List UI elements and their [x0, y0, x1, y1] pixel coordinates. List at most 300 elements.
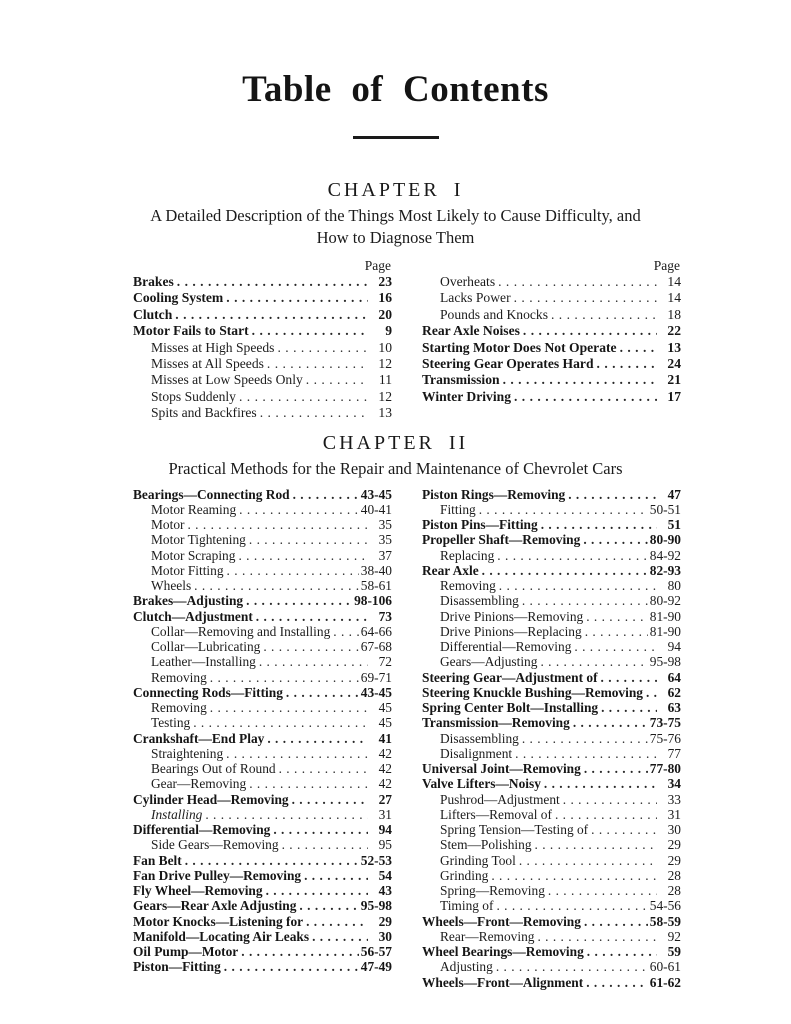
toc-entry-label: Grinding	[440, 867, 489, 883]
toc-entry-label: Spring Center Bolt—Installing	[422, 700, 599, 716]
dot-leader	[583, 532, 647, 547]
toc-entry	[422, 624, 681, 639]
dot-leader	[548, 883, 657, 898]
toc-entry	[133, 624, 392, 639]
chapter1-heading: CHAPTER I	[327, 179, 464, 201]
toc-entry-page-number: 50-51	[649, 501, 681, 517]
toc-entry-label: Piston Rings—Removing	[422, 486, 566, 502]
dot-leader	[496, 959, 648, 974]
toc-entry	[422, 290, 681, 306]
chapter1-left-column	[133, 257, 392, 422]
dot-leader	[514, 389, 657, 405]
toc-entry-page-number: 63	[667, 700, 681, 716]
dot-leader	[252, 323, 368, 339]
dot-leader	[573, 715, 648, 730]
page-column-header: Page	[653, 258, 680, 273]
toc-entry-label: Misses at All Speeds	[151, 356, 264, 372]
chapter2-subtitle	[0, 458, 791, 480]
toc-entry-page-number: 14	[667, 274, 681, 289]
dot-leader	[267, 356, 368, 372]
dot-leader	[597, 356, 657, 372]
toc-entry-label: Bearings Out of Round	[151, 761, 276, 777]
toc-entry-label: Overheats	[440, 274, 496, 289]
toc-entry-page-number: 75-76	[649, 730, 681, 746]
toc-entry-label: Testing	[151, 715, 191, 731]
dot-leader	[551, 307, 657, 323]
toc-entry	[133, 837, 392, 852]
page-column-header: Page	[364, 258, 391, 273]
toc-entry-page-number: 59	[667, 944, 681, 960]
dot-leader	[515, 746, 657, 761]
toc-entry	[422, 307, 681, 323]
dot-leader	[224, 959, 359, 974]
toc-entry	[133, 639, 392, 654]
toc-entry-label: Lifters—Removal of	[440, 806, 552, 822]
toc-entry	[133, 715, 392, 730]
toc-entry	[422, 685, 681, 700]
toc-entry-page-number: 28	[667, 883, 681, 899]
toc-entry	[422, 883, 681, 898]
dot-leader	[586, 609, 648, 624]
toc-entry	[422, 929, 681, 944]
toc-entry	[422, 746, 681, 761]
toc-entry-label: Piston Pins—Fitting	[422, 517, 538, 533]
toc-entry-page-number: 82-93	[649, 562, 681, 578]
toc-entry-label: Clutch	[133, 306, 173, 322]
toc-entry-page-number: 17	[667, 388, 681, 404]
toc-entry	[422, 323, 681, 339]
dot-leader	[540, 654, 647, 669]
toc-entry-page-number: 43-45	[360, 486, 392, 502]
dot-leader	[584, 914, 648, 929]
toc-entry	[133, 731, 392, 746]
toc-entry	[422, 563, 681, 578]
toc-entry	[133, 307, 392, 323]
toc-entry	[133, 372, 392, 388]
toc-entry-page-number: 22	[667, 323, 681, 339]
dot-leader	[306, 914, 368, 929]
toc-entry	[133, 700, 392, 715]
toc-entry	[422, 639, 681, 654]
dot-leader	[601, 670, 657, 685]
dot-leader	[304, 868, 368, 883]
dot-leader	[279, 761, 368, 776]
dot-leader	[175, 307, 368, 323]
toc-entry-page-number: 64	[667, 669, 681, 685]
toc-entry	[133, 502, 392, 517]
toc-entry-page-number: 9	[385, 323, 392, 339]
toc-entry-page-number: 31	[667, 806, 681, 822]
toc-entry	[422, 532, 681, 547]
toc-entry	[133, 761, 392, 776]
toc-entry-label: Collar—Lubricating	[151, 639, 261, 655]
toc-entry-page-number: 69-71	[360, 669, 392, 685]
toc-entry	[422, 578, 681, 593]
toc-entry-page-number: 95-98	[360, 898, 392, 914]
dot-leader	[587, 944, 657, 959]
toc-entry	[133, 274, 392, 290]
toc-entry-page-number: 20	[378, 306, 392, 322]
toc-entry	[133, 487, 392, 502]
dot-leader	[263, 639, 358, 654]
toc-entry	[133, 593, 392, 608]
toc-entry-label: Motor Fails to Start	[133, 323, 249, 339]
dot-leader	[523, 323, 657, 339]
dot-leader	[239, 389, 368, 405]
dot-leader	[273, 822, 368, 837]
chapter1-right-entries	[422, 274, 681, 405]
dot-leader	[226, 746, 368, 761]
toc-entry-page-number: 61-62	[649, 974, 681, 990]
toc-entry-label: Disalignment	[440, 745, 513, 761]
toc-entry-label: Fly Wheel—Removing	[133, 883, 263, 899]
dot-leader	[585, 624, 648, 639]
dot-leader	[522, 731, 648, 746]
toc-entry-page-number: 30	[667, 822, 681, 838]
chapter2-subtitle-line1: Practical Methods for the Repair and Maintenance of Chevrolet Cars	[168, 458, 623, 478]
toc-entry	[133, 405, 392, 421]
toc-entry-label: Disassembling	[440, 730, 519, 746]
dot-leader	[239, 502, 359, 517]
toc-entry-page-number: 30	[378, 928, 392, 944]
toc-entry-page-number: 77-80	[649, 761, 681, 777]
toc-entry	[422, 389, 681, 405]
dot-leader	[541, 517, 657, 532]
toc-entry	[133, 868, 392, 883]
chapter1-right-column	[422, 257, 681, 422]
dot-leader	[522, 593, 648, 608]
dot-leader	[514, 290, 657, 306]
dot-leader	[256, 609, 368, 624]
toc-entry	[422, 792, 681, 807]
toc-entry	[422, 517, 681, 532]
toc-entry-label: Wheels—Front—Alignment	[422, 974, 584, 990]
toc-entry-page-number: 67-68	[360, 639, 392, 655]
dot-leader	[535, 837, 657, 852]
toc-entry-label: Motor	[151, 517, 185, 533]
toc-entry	[422, 761, 681, 776]
toc-entry-page-number: 94	[378, 822, 392, 838]
dot-leader	[227, 563, 359, 578]
toc-entry-label: Propeller Shaft—Removing	[422, 532, 581, 548]
dot-leader	[499, 578, 657, 593]
toc-entry-label: Universal Joint—Removing	[422, 761, 581, 777]
toc-entry	[133, 746, 392, 761]
toc-entry-page-number: 35	[378, 532, 392, 548]
toc-entry-page-number: 81-90	[649, 608, 681, 624]
toc-entry	[133, 776, 392, 791]
toc-entry	[133, 807, 392, 822]
toc-entry	[422, 807, 681, 822]
toc-entry-label: Grinding Tool	[440, 852, 516, 868]
dot-leader	[286, 685, 359, 700]
toc-entry-label: Oil Pump—Motor	[133, 944, 239, 960]
chapter2-heading: CHAPTER II	[322, 431, 469, 454]
dot-leader	[544, 776, 657, 791]
toc-entry-label: Straightening	[151, 745, 224, 761]
dot-leader	[193, 715, 368, 730]
dot-leader	[584, 761, 648, 776]
toc-entry	[133, 670, 392, 685]
toc-entry-label: Motor Knocks—Listening for	[133, 913, 304, 929]
dot-leader	[312, 929, 368, 944]
dot-leader	[333, 624, 358, 639]
toc-entry-label: Bearings—Connecting Rod	[133, 486, 290, 502]
toc-entry-label: Transmission	[422, 372, 500, 388]
toc-entry	[422, 502, 681, 517]
toc-entry	[422, 593, 681, 608]
toc-entry	[422, 340, 681, 356]
toc-entry-page-number: 51	[667, 517, 681, 533]
toc-entry-label: Piston—Fitting	[133, 959, 221, 975]
toc-entry-label: Removing	[440, 578, 496, 594]
toc-entry-page-number: 21	[667, 372, 681, 388]
toc-entry	[133, 563, 392, 578]
toc-entry-page-number: 18	[667, 306, 681, 322]
dot-leader	[267, 731, 368, 746]
toc-entry-label: Starting Motor Does Not Operate	[422, 339, 617, 355]
dot-leader	[586, 975, 648, 990]
toc-entry-label: Removing	[151, 700, 207, 716]
toc-entry	[133, 822, 392, 837]
toc-entry-label: Motor Tightening	[151, 532, 246, 548]
dot-leader	[292, 792, 368, 807]
toc-entry	[422, 654, 681, 669]
toc-entry-label: Brakes	[133, 274, 174, 289]
toc-entry-label: Brakes—Adjusting	[133, 593, 244, 609]
toc-entry-page-number: 56-57	[360, 944, 392, 960]
dot-leader	[563, 792, 657, 807]
dot-leader	[537, 929, 657, 944]
toc-entry	[133, 914, 392, 929]
dot-leader	[620, 340, 657, 356]
toc-entry-label: Drive Pinions—Replacing	[440, 623, 582, 639]
dot-leader	[479, 502, 648, 517]
toc-entry-label: Removing	[151, 669, 207, 685]
dot-leader	[282, 837, 368, 852]
toc-entry	[422, 776, 681, 791]
dot-leader	[497, 548, 647, 563]
dot-leader	[555, 807, 657, 822]
dot-leader	[249, 776, 368, 791]
dot-leader	[246, 593, 352, 608]
toc-entry	[133, 290, 392, 306]
toc-entry-label: Cooling System	[133, 290, 224, 306]
toc-entry	[133, 548, 392, 563]
toc-entry-label: Steering Gear—Adjustment of	[422, 669, 598, 685]
toc-entry-page-number: 47	[667, 486, 681, 502]
toc-entry-label: Stem—Polishing	[440, 837, 532, 853]
page-title: Table of Contents	[242, 69, 549, 110]
toc-entry	[422, 274, 681, 290]
toc-entry-label: Cylinder Head—Removing	[133, 791, 289, 807]
toc-entry	[422, 959, 681, 974]
title-divider-rule	[353, 136, 439, 139]
toc-entry-label: Adjusting	[440, 959, 493, 975]
dot-leader	[249, 532, 368, 547]
toc-entry-label: Winter Driving	[422, 388, 511, 404]
dot-leader	[519, 853, 657, 868]
dot-leader	[177, 274, 368, 290]
toc-entry-label: Motor Scraping	[151, 547, 236, 563]
toc-entry	[422, 700, 681, 715]
toc-entry-page-number: 47-49	[360, 959, 392, 975]
toc-entry-page-number: 73-75	[649, 715, 681, 731]
toc-entry-page-number: 45	[378, 715, 392, 731]
toc-entry	[422, 487, 681, 502]
toc-entry-label: Spits and Backfires	[151, 405, 257, 421]
toc-entry-page-number: 58-59	[649, 913, 681, 929]
toc-entry	[422, 837, 681, 852]
dot-leader	[210, 700, 368, 715]
toc-entry	[133, 898, 392, 913]
toc-entry-page-number: 40-41	[360, 501, 392, 517]
toc-entry	[133, 389, 392, 405]
toc-entry	[133, 356, 392, 372]
toc-entry-label: Wheels	[151, 578, 192, 594]
dot-leader	[187, 517, 368, 532]
toc-entry-label: Fan Belt	[133, 852, 182, 868]
dot-leader	[568, 487, 657, 502]
toc-entry	[422, 822, 681, 837]
toc-entry-label: Transmission—Removing	[422, 715, 570, 731]
toc-entry-label: Wheel Bearings—Removing	[422, 944, 584, 960]
toc-entry-page-number: 73	[378, 608, 392, 624]
toc-entry	[422, 670, 681, 685]
toc-entry-page-number: 80	[667, 578, 681, 594]
toc-entry-page-number: 35	[378, 517, 392, 533]
toc-entry	[133, 685, 392, 700]
toc-entry-page-number: 62	[667, 684, 681, 700]
toc-entry-label: Manifold—Locating Air Leaks	[133, 928, 310, 944]
toc-entry-page-number: 42	[378, 776, 392, 792]
dot-leader	[306, 372, 368, 388]
toc-entry-page-number: 64-66	[360, 623, 392, 639]
toc-entry-page-number: 10	[378, 339, 392, 355]
toc-entry-label: Differential—Removing	[133, 822, 271, 838]
toc-entry-page-number: 29	[667, 837, 681, 853]
toc-entry-page-number: 84-92	[649, 547, 681, 563]
chapter2-toc-columns	[133, 487, 681, 990]
toc-entry-label: Collar—Removing and Installing	[151, 623, 331, 639]
toc-entry-label: Rear Axle	[422, 562, 479, 578]
dot-leader	[260, 405, 368, 421]
toc-entry-label: Motor Reaming	[151, 501, 237, 517]
dot-leader	[482, 563, 648, 578]
toc-entry-page-number: 95	[378, 837, 392, 853]
toc-entry-label: Disassembling	[440, 593, 519, 609]
toc-entry-label: Misses at Low Speeds Only	[151, 372, 303, 388]
toc-entry-page-number: 42	[378, 761, 392, 777]
toc-entry	[133, 609, 392, 624]
toc-entry-page-number: 54	[378, 867, 392, 883]
toc-entry-page-number: 12	[378, 356, 392, 372]
toc-entry-page-number: 45	[378, 700, 392, 716]
toc-entry-page-number: 29	[667, 852, 681, 868]
toc-entry-page-number: 14	[667, 290, 681, 306]
toc-entry-label: Pounds and Knocks	[440, 306, 548, 322]
toc-entry	[422, 898, 681, 913]
chapter1-left-entries	[133, 274, 392, 422]
toc-entry	[133, 323, 392, 339]
toc-entry-label: Rear—Removing	[440, 928, 535, 944]
chapter1-toc-columns	[133, 257, 681, 422]
toc-entry	[133, 517, 392, 532]
toc-entry-page-number: 13	[667, 339, 681, 355]
toc-entry-page-number: 13	[378, 405, 392, 421]
dot-leader	[293, 487, 359, 502]
toc-entry-label: Pushrod—Adjustment	[440, 791, 560, 807]
toc-entry-page-number: 27	[378, 791, 392, 807]
toc-entry-page-number: 60-61	[649, 959, 681, 975]
toc-entry	[422, 356, 681, 372]
toc-entry	[133, 883, 392, 898]
toc-entry-label: Valve Lifters—Noisy	[422, 776, 541, 792]
chapter1-subtitle-line2: How to Diagnose Them	[316, 228, 475, 247]
toc-entry-label: Misses at High Speeds	[151, 339, 275, 355]
toc-entry-label: Wheels—Front—Removing	[422, 913, 581, 929]
toc-entry	[422, 372, 681, 388]
toc-entry	[133, 532, 392, 547]
toc-entry	[422, 853, 681, 868]
dot-leader	[646, 685, 657, 700]
toc-entry-page-number: 11	[378, 372, 392, 388]
toc-entry-page-number: 54-56	[649, 898, 681, 914]
toc-entry-label: Rear Axle Noises	[422, 323, 520, 339]
dot-leader	[496, 898, 647, 913]
toc-entry-page-number: 95-98	[649, 654, 681, 670]
toc-entry-label: Spring Tension—Testing of	[440, 822, 589, 838]
chapter2-left-entries	[133, 487, 392, 975]
toc-entry	[133, 944, 392, 959]
toc-entry-page-number: 28	[667, 867, 681, 883]
toc-entry-page-number: 80-90	[649, 532, 681, 548]
chapter2-left-column	[133, 487, 392, 990]
chapter2-right-entries	[422, 487, 681, 990]
toc-entry	[133, 929, 392, 944]
toc-entry-label: Connecting Rods—Fitting	[133, 684, 283, 700]
toc-entry	[422, 548, 681, 563]
toc-entry-label: Gears—Adjusting	[440, 654, 538, 670]
chapter1-subtitle	[0, 205, 791, 249]
toc-entry-page-number: 23	[378, 274, 392, 289]
toc-entry	[422, 975, 681, 990]
dot-leader	[591, 822, 657, 837]
toc-entry-page-number: 80-92	[649, 593, 681, 609]
toc-entry-page-number: 16	[378, 290, 392, 306]
toc-entry-page-number: 37	[378, 547, 392, 563]
toc-entry	[133, 654, 392, 669]
toc-entry-page-number: 94	[667, 639, 681, 655]
toc-entry-page-number: 98-106	[354, 593, 392, 609]
toc-entry-page-number: 41	[378, 730, 392, 746]
toc-entry-page-number: 43	[378, 883, 392, 899]
toc-entry-label: Fitting	[440, 501, 476, 517]
toc-entry-label: Stops Suddenly	[151, 388, 236, 404]
toc-entry-page-number: 12	[378, 388, 392, 404]
toc-entry	[422, 914, 681, 929]
dot-leader	[299, 898, 358, 913]
toc-entry-label: Timing of	[440, 898, 494, 914]
toc-entry-page-number: 24	[667, 356, 681, 372]
toc-entry-page-number: 52-53	[360, 852, 392, 868]
dot-leader	[266, 883, 368, 898]
dot-leader	[238, 548, 368, 563]
toc-entry	[422, 944, 681, 959]
toc-entry	[133, 340, 392, 356]
dot-leader	[277, 340, 368, 356]
toc-entry-label: Drive Pinions—Removing	[440, 608, 584, 624]
